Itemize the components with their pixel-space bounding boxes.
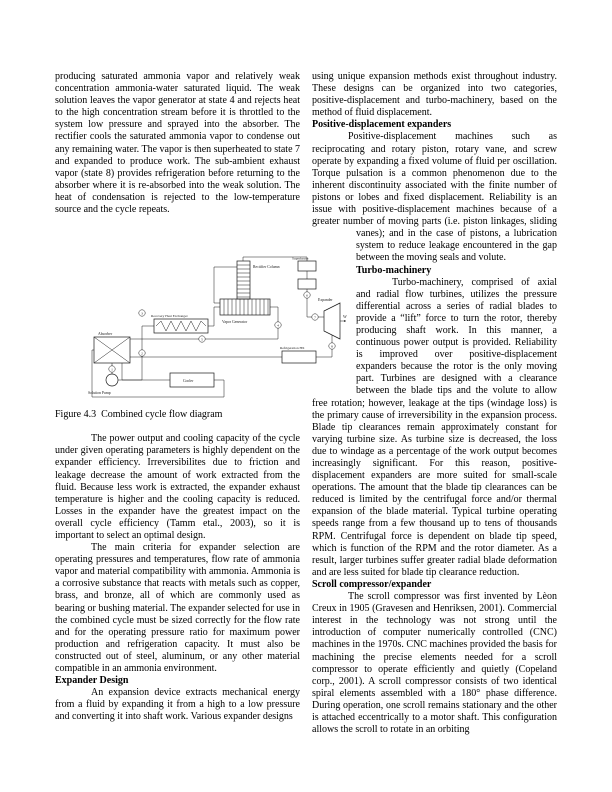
left-paragraph-1: producing saturated ammonia vapor and relatively weak concentration ammonia-water saturated liquid. The weak solution leaves the vapor generator at state 4 and rejects heat to the high concentration stream before it is throttled to the system low pressure and sprayed into the absorber. The rectifier cools the saturated ammonia vapor to condense out any remaining water. The vapor is then superheated to state 7 and expanded to produce work. The sub-ambient exhaust vapor (state 8) provides refrigeration before returning to the absorber where it is re-absorbed into the weak solution. The heat of condensation is rejected to the low-temperature source and the cycle repeats. (55, 71, 301, 216)
rectifier-label: Rectifier Column (253, 265, 280, 270)
state-points (109, 292, 335, 372)
state-5: 5 (201, 337, 203, 342)
cycle-flow-diagram (42, 255, 352, 403)
state-4: 4 (277, 323, 279, 328)
rectifier-column-symbol (237, 261, 280, 299)
left-paragraph-4: An expansion device extracts mechanical energy from a fluid by expanding it from a high to a low pressure and converting it into shaft work. Various expander designs (55, 687, 300, 723)
figure-combined-cycle-diagram (42, 255, 352, 403)
state-1: 1 (111, 367, 113, 372)
flow-lines (92, 257, 346, 397)
figure-overlap-spacer (312, 228, 356, 397)
absorber-symbol (94, 332, 130, 363)
heading-expander-design: Expander Design (55, 675, 129, 687)
state-3: 3 (141, 311, 143, 316)
state-6: 6 (306, 293, 308, 298)
right-paragraph-3: Turbo-machinery, comprised of axial and radial flow turbines, utilizes the pressure differential across a series of radial blades to provide a “lift” force to turn the rotor, thereby producing shaft work. In this manner, a continuous power output is provided. Reliability is improved over positive-displacement expanders because the rotor is the only moving part. Turbines are designed with a clearance between the blade tips and the volute to allow free rotation; however, leakage at the tips (windage loss) is the primary cause of irreversibility in the expansion process. Blade tip clearances remain approximately constant for varying turbine size. As turbine size is decreased, the loss due to windage as a percentage of the work output becomes increasingly significant. For this reason, positive-displacement expanders are more suited for small-scale operations. The amount that the blade tip clearances can be reduced is limited by the centrifugal force and/or thermal expansion of the blade material. Typical turbine operating speeds range from a few thousand up to tens of thousands RPM. Centrifugal force is dependent on blade tip speed, which is function of the RPM and the rotor diameter. As a result, larger turbines suffer greater radial blade deformation and are less suited for blade tip clearance reduction. (312, 276, 557, 578)
generator-label: Vapor Generator (222, 320, 248, 325)
left-paragraph-2: The power output and cooling capacity of the cycle under given operating parameters is highly dependent on the expander efficiency. Irreversibilites due to friction and leakage decrease the amount of work extracted from the fluid. Because less work is extracted, the expander exhaust temperature is higher and the cooling capacity is reduced. Losses in the expander have the greatest impact on the overall cycle efficiency (Tamm etal., 2003), so it is important to select an optimal design. (55, 433, 300, 541)
cooler-symbol (170, 373, 214, 387)
left-paragraph-3: The main criteria for expander selection are operating pressures and temperatures, flow rate of ammonia vapor and material compatibility with ammonia. Ammonia is a corrosive substance that reacts with metals such as copper, brass, and bronze, all of which are commonly used as bearing or bushing material. The expander selected for use in the combined cycle must be sized correctly for the flow rate and for the operating pressure ratio for maximum power production and refrigeration capacity. It must also be constructed out of steel, aluminum, or any other material compatible in an ammonia environment. (55, 542, 300, 674)
refrigeration-hx-label: Refrigeration HX (280, 346, 305, 351)
figure-caption: Figure 4.3 Combined cycle flow diagram (55, 409, 223, 421)
right-paragraph-2a: Positive-displacement machines such as reciprocating and rotary piston, rotary vane, and screw operate by expanding a fixed volume of fluid per oscillation. Torque pulsation is a common phenomenon due to the inherent discontinuity associated with the finite number of pistons or lobes and fixed displacement. Reliability is an issue with positive-displacement machines because of a greater number of moving parts (i.e. piston linkages, sliding (312, 131, 557, 228)
work-output-label: W (343, 314, 347, 320)
right-paragraph-4: The scroll compressor was first invented by Lèon Creux in 1905 (Gravesen and Henriksen, 2001). Commercial interest in the technology was not strong until the introduction of computer numerically controlled (CNC) machines in the 1970s. CNC machines provided the basis for machining the precise elements needed for a scroll compressor to operate efficiently and quietly (Copeland corp., 2001). A scroll compressor consists of two identical spiral elements assembled with a 180° phase difference. During operation, one scroll remains stationary and the other is attached eccentrically to a motor shaft. This configuration allows the scroll to rotate in an orbiting (312, 591, 557, 736)
cooler-label: Cooler (183, 379, 194, 384)
superheater-label: Superheater (292, 256, 309, 261)
right-paragraph-2b: vanes); and in the case of pistons, a lubrication system to reduce leakage encountered in the gap between the moving seals and volute. (356, 228, 557, 264)
refrigeration-hx-symbol (280, 346, 316, 363)
left-column (55, 71, 347, 723)
heading-turbo-machinery: Turbo-machinery (356, 264, 432, 276)
figure-wrap-region (312, 228, 557, 579)
state-7: 7 (314, 315, 316, 320)
state-2: 2 (141, 351, 143, 356)
heading-scroll-compressor: Scroll compressor/expander (312, 578, 432, 590)
state-8: 8 (331, 344, 333, 349)
solution-pump-symbol (88, 374, 118, 395)
right-column (312, 71, 557, 736)
right-paragraph-1: using unique expansion methods exist throughout industry. These designs can be organized into two categories, positive-displacement and turbo-machinery, based on the method of fluid displacement. (312, 71, 557, 119)
vapor-generator-symbol (220, 299, 270, 324)
absorber-label: Absorber (98, 332, 113, 337)
solution-pump-label: Solution Pump (88, 391, 111, 396)
recovery-hx-label: Recovery Heat Exchanger (151, 314, 188, 319)
recovery-hx-symbol (151, 314, 208, 333)
expander-label: Expander (318, 298, 333, 303)
heading-positive-displacement: Positive-displacement expanders (312, 119, 452, 131)
